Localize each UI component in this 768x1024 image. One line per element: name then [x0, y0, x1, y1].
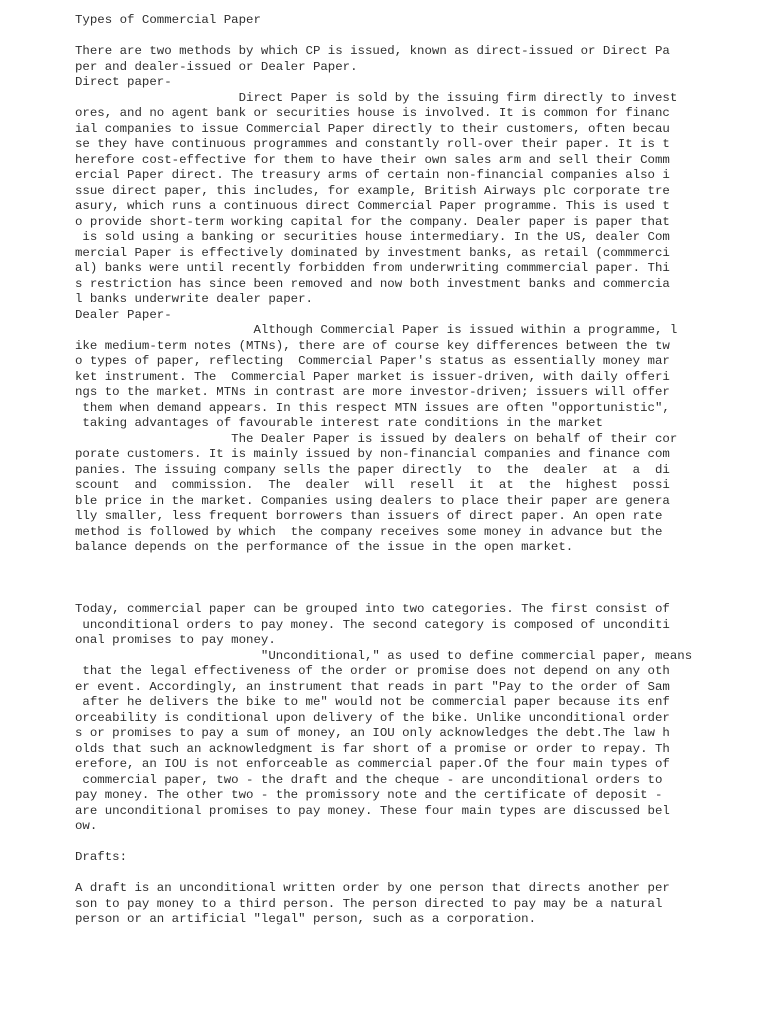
text-line: s restriction has since been removed and now both investment banks and commercia	[75, 276, 670, 291]
text-line	[75, 571, 695, 587]
text-line: ow.	[75, 819, 98, 833]
text-line: erefore, an IOU is not enforceable as commercial paper.Of the four main types of	[75, 757, 670, 771]
text-line: method is followed by which the company receives some money in advance but the	[75, 524, 663, 539]
text-line: The Dealer Paper is issued by dealers on behalf of their cor	[75, 431, 678, 446]
text-line: l banks underwrite dealer paper.	[75, 292, 313, 306]
text-line	[75, 556, 695, 572]
text-line: o types of paper, reflecting Commercial Paper's status as essentially money mar	[75, 354, 670, 368]
text-line: person or an artificial "legal" person, such as a corporation.	[75, 912, 537, 926]
text-line: balance depends on the performance of the issue in the open market.	[75, 540, 574, 554]
text-line: herefore cost-effective for them to have their own sales arm and sell their Comm	[75, 152, 670, 167]
text-line: that the legal effectiveness of the order or promise does not depend on any oth	[75, 664, 670, 678]
text-line: are unconditional promises to pay money. These four main types are discussed bel	[75, 803, 670, 818]
text-line: ores, and no agent bank or securities house is involved. It is common for financ	[75, 106, 670, 120]
text-line: scount and commission. The dealer will resell it at the highest possi	[75, 478, 670, 492]
text-line: Although Commercial Paper is issued within a programme, l	[75, 323, 678, 337]
text-line	[75, 866, 695, 882]
text-line: asury, which runs a continuous direct Commercial Paper programme. This is used t	[75, 199, 670, 213]
text-line: son to pay money to a third person. The person directed to pay may be a natural	[75, 896, 663, 911]
text-line: Direct Paper is sold by the issuing firm directly to invest	[75, 90, 678, 105]
text-line: Drafts:	[75, 850, 128, 864]
text-line	[75, 29, 695, 45]
text-line: after he delivers the bike to me" would not be commercial paper because its enf	[75, 695, 670, 709]
text-line: er event. Accordingly, an instrument that reads in part "Pay to the order of Sam	[75, 679, 670, 694]
text-line: Today, commercial paper can be grouped into two categories. The first consist of	[75, 602, 670, 616]
text-line: al) banks were until recently forbidden from underwriting commmercial paper. Thi	[75, 261, 670, 275]
text-line: olds that such an acknowledgment is far short of a promise or order to repay. Th	[75, 741, 670, 756]
text-line: ble price in the market. Companies using dealers to place their paper are genera	[75, 493, 670, 508]
text-line: them when demand appears. In this respect MTN issues are often "opportunistic",	[75, 400, 670, 415]
text-line: ike medium-term notes (MTNs), there are of course key differences between the tw	[75, 338, 670, 353]
text-line: mercial Paper is effectively dominated by investment banks, as retail (commmerci	[75, 245, 670, 260]
text-line: porate customers. It is mainly issued by non-financial companies and finance com	[75, 447, 670, 461]
text-line	[75, 587, 695, 603]
text-line: ercial Paper direct. The treasury arms of certain non-financial companies also i	[75, 168, 670, 182]
text-line: "Unconditional," as used to define commercial paper, means	[75, 648, 693, 663]
text-line: o provide short-term working capital for the company. Dealer paper is paper that	[75, 214, 670, 229]
document-body	[75, 13, 695, 928]
text-line: A draft is an unconditional written order by one person that directs another per	[75, 881, 670, 895]
text-line: ket instrument. The Commercial Paper market is issuer-driven, with daily offeri	[75, 369, 670, 384]
text-line: panies. The issuing company sells the paper directly to the dealer at a di	[75, 462, 670, 477]
text-line: Dealer Paper-	[75, 307, 172, 322]
text-line	[75, 835, 695, 851]
text-line: There are two methods by which CP is issued, known as direct-issued or Direct Pa	[75, 44, 670, 58]
text-line: is sold using a banking or securities house intermediary. In the US, dealer Com	[75, 230, 670, 244]
text-line: se they have continuous programmes and constantly roll-over their paper. It is t	[75, 137, 670, 151]
text-line: pay money. The other two - the promissory note and the certificate of deposit -	[75, 788, 663, 802]
text-line: per and dealer-issued or Dealer Paper.	[75, 59, 358, 74]
text-line: commercial paper, two - the draft and the cheque - are unconditional orders to	[75, 772, 663, 787]
text-line: taking advantages of favourable interest rate conditions in the market	[75, 416, 603, 430]
text-line: ial companies to issue Commercial Paper directly to their customers, often becau	[75, 121, 670, 136]
text-line: unconditional orders to pay money. The second category is composed of unconditi	[75, 617, 670, 632]
text-line: onal promises to pay money.	[75, 633, 276, 647]
text-line: s or promises to pay a sum of money, an IOU only acknowledges the debt.The law h	[75, 726, 670, 740]
text-line: ssue direct paper, this includes, for example, British Airways plc corporate tre	[75, 183, 670, 198]
document-title: Types of Commercial Paper	[75, 13, 261, 27]
text-line: orceability is conditional upon delivery of the bike. Unlike unconditional order	[75, 710, 670, 725]
text-line: Direct paper-	[75, 75, 172, 89]
text-line: lly smaller, less frequent borrowers than issuers of direct paper. An open rate	[75, 509, 663, 523]
text-line: ngs to the market. MTNs in contrast are more investor-driven; issuers will offer	[75, 385, 670, 399]
